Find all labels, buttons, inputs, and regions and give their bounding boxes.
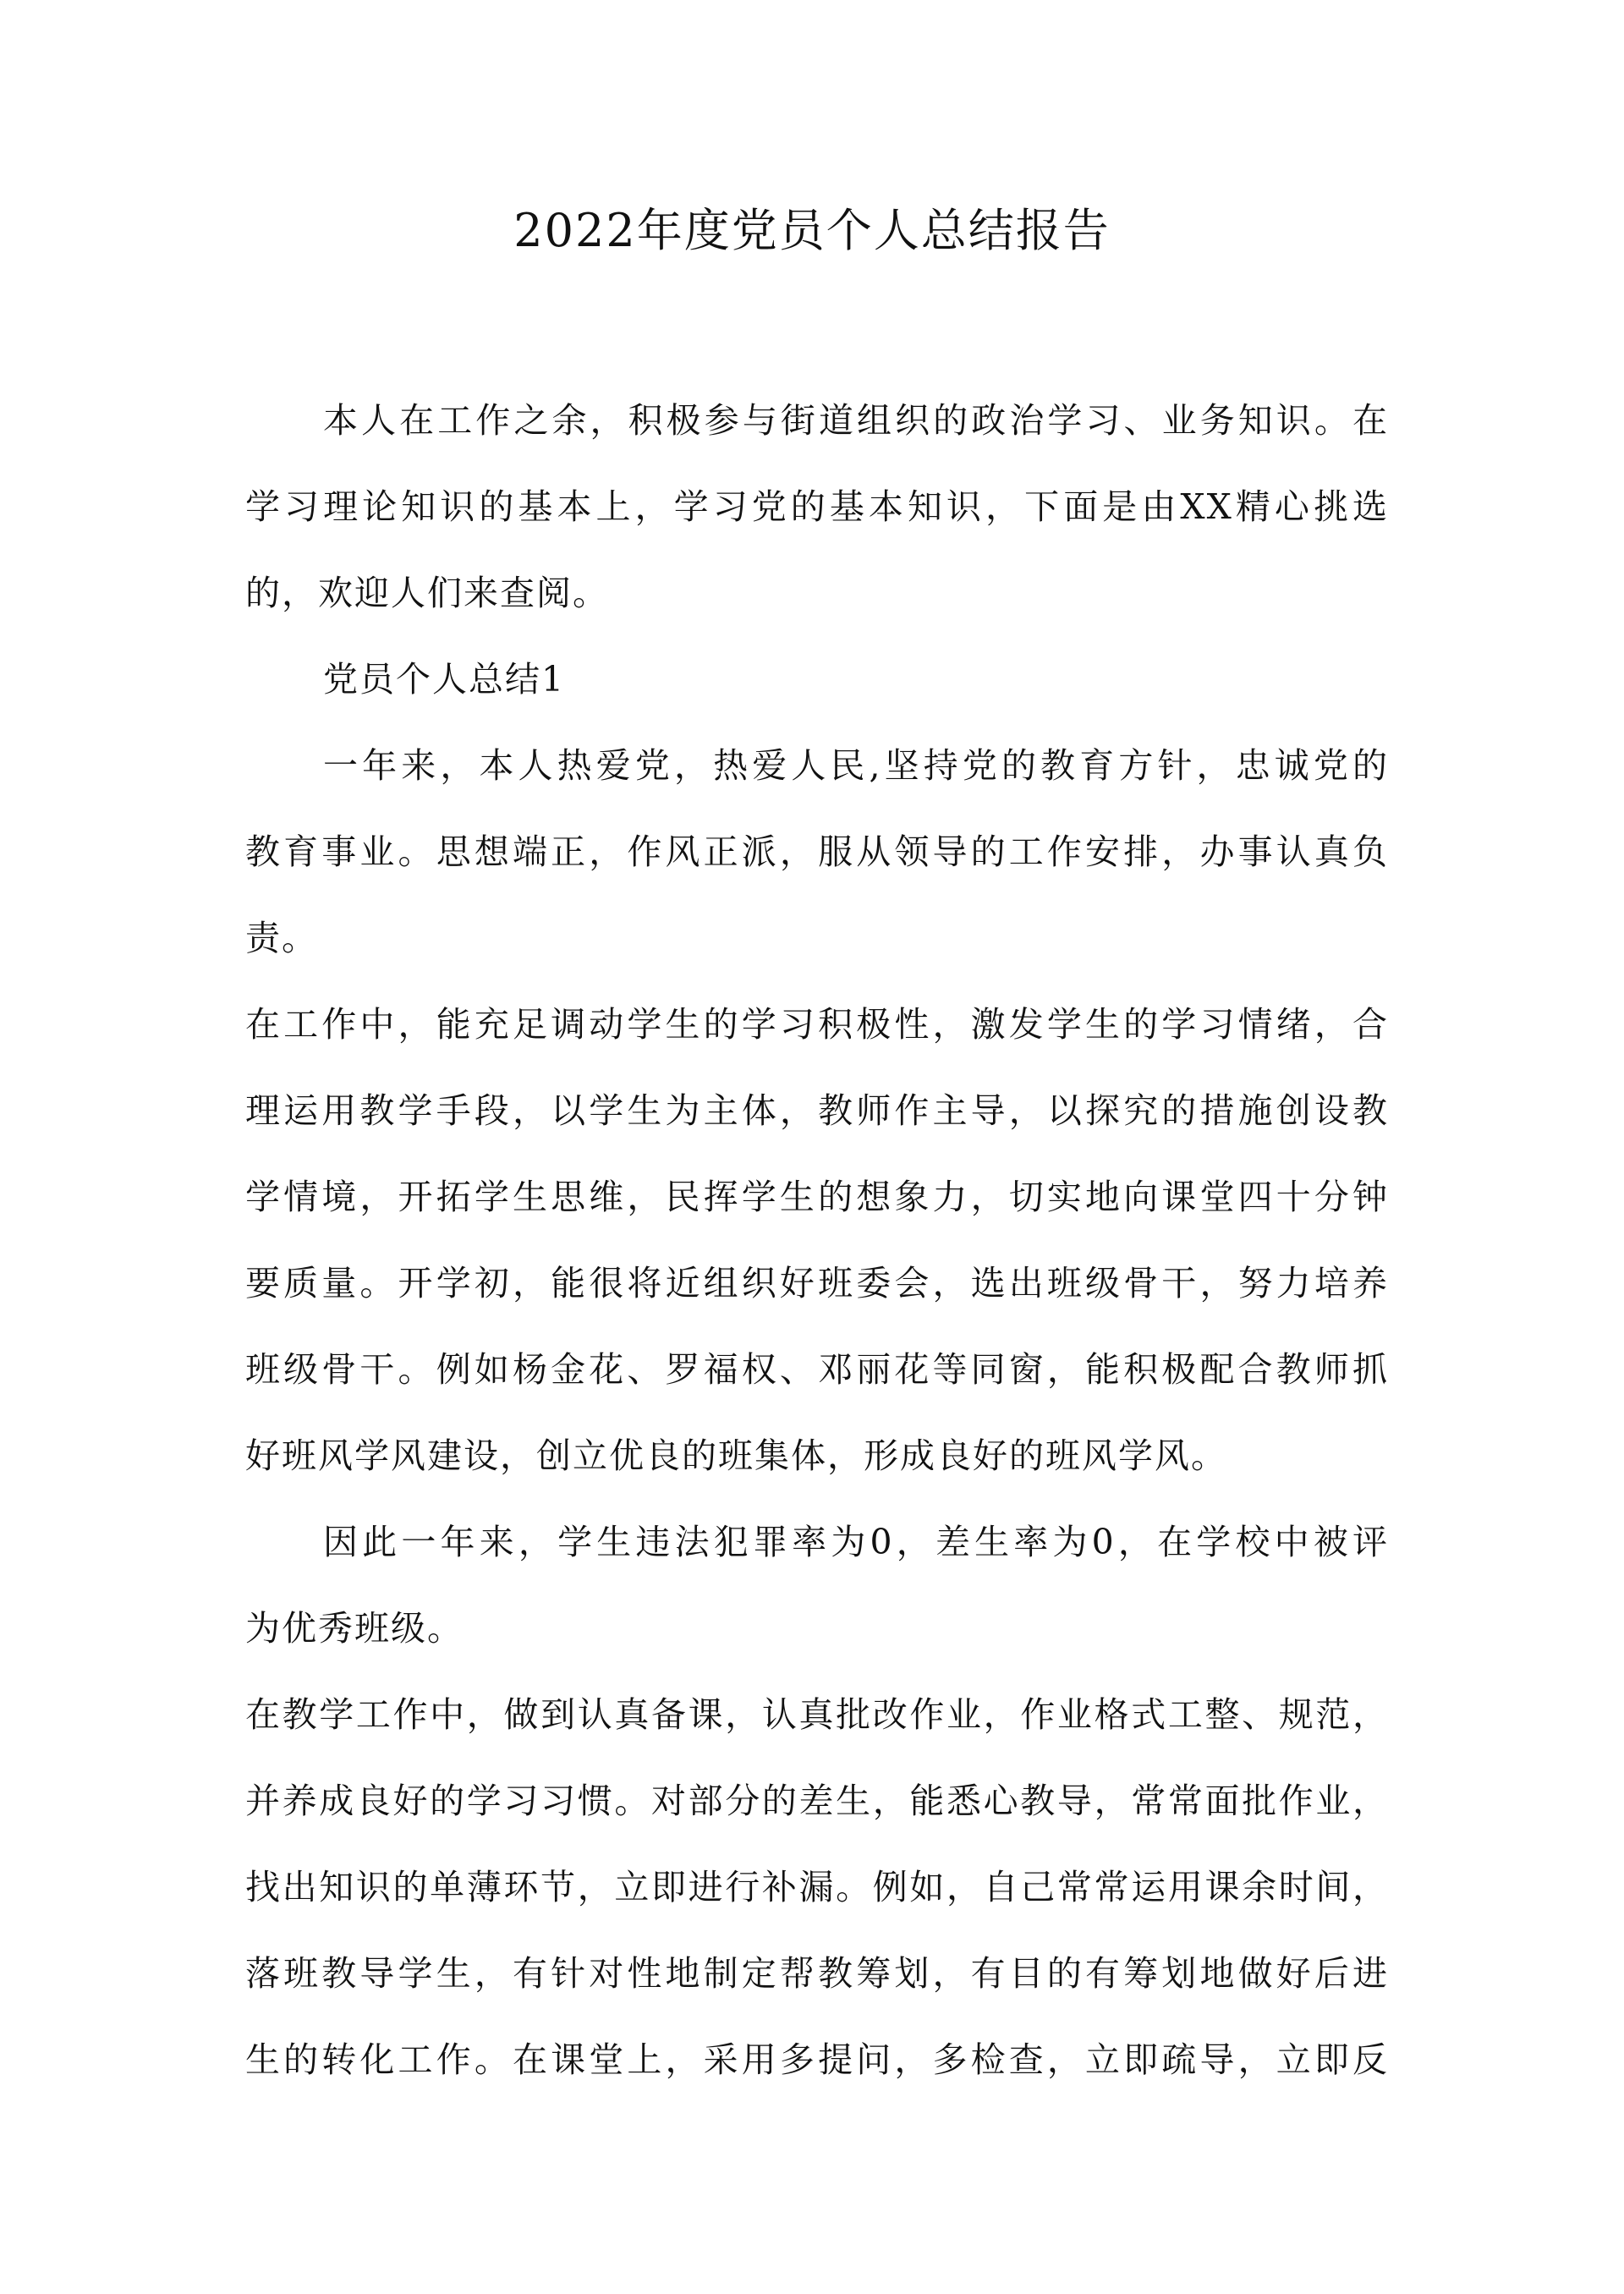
paragraph-line: 要质量。开学初，能很将近组织好班委会，选出班级骨干，努力培养 [245, 1263, 1389, 1303]
paragraph-line: 找出知识的单薄环节，立即进行补漏。例如，自己常常运用课余时间， [245, 1867, 1389, 1907]
paragraph-line: 好班风学风建设，创立优良的班集体，形成良好的班风学风。 [245, 1435, 1227, 1476]
paragraph-line: 因此一年来，学生违法犯罪率为0，差生率为0，在学校中被评 [323, 1522, 1389, 1562]
paragraph-line: 教育事业。思想端正，作风正派，服从领导的工作安排，办事认真负 [245, 831, 1389, 872]
paragraph-line: 责。 [245, 918, 318, 958]
paragraph-line: 一年来，本人热爱党，热爱人民,坚持党的教育方针，忠诚党的 [323, 745, 1389, 786]
paragraph-line: 在工作中，能充足调动学生的学习积极性，激发学生的学习情绪，合 [245, 1004, 1389, 1045]
paragraph-line: 在教学工作中，做到认真备课，认真批改作业，作业格式工整、规范， [245, 1694, 1389, 1735]
document-title: 2022年度党员个人总结报告 [513, 204, 1111, 257]
paragraph-line: 学习理论知识的基本上，学习党的基本知识，下面是由XX精心挑选 [245, 486, 1389, 527]
paragraph-line: 的，欢迎人们来查阅。 [245, 573, 609, 613]
paragraph-line: 落班教导学生，有针对性地制定帮教筹划，有目的有筹划地做好后进 [245, 1953, 1389, 1994]
paragraph-line: 学情境，开拓学生思维，民挥学生的想象力，切实地向课堂四十分钟 [245, 1177, 1389, 1217]
paragraph-line: 本人在工作之余，积极参与街道组织的政治学习、业务知识。在 [323, 400, 1389, 441]
document-body [245, 377, 1389, 2103]
paragraph-line: 生的转化工作。在课堂上，采用多提问，多检查，立即疏导，立即反 [245, 2039, 1389, 2080]
paragraph-line: 党员个人总结1 [323, 659, 566, 700]
paragraph-line: 理运用教学手段，以学生为主体，教师作主导，以探究的措施创设教 [245, 1090, 1389, 1131]
paragraph-line: 为优秀班级。 [245, 1608, 464, 1649]
paragraph-line: 班级骨干。例如杨金花、罗福权、邓丽花等同窗，能积极配合教师抓 [245, 1349, 1389, 1390]
paragraph-line: 并养成良好的学习习惯。对部分的差生，能悉心教导，常常面批作业， [245, 1781, 1389, 1821]
